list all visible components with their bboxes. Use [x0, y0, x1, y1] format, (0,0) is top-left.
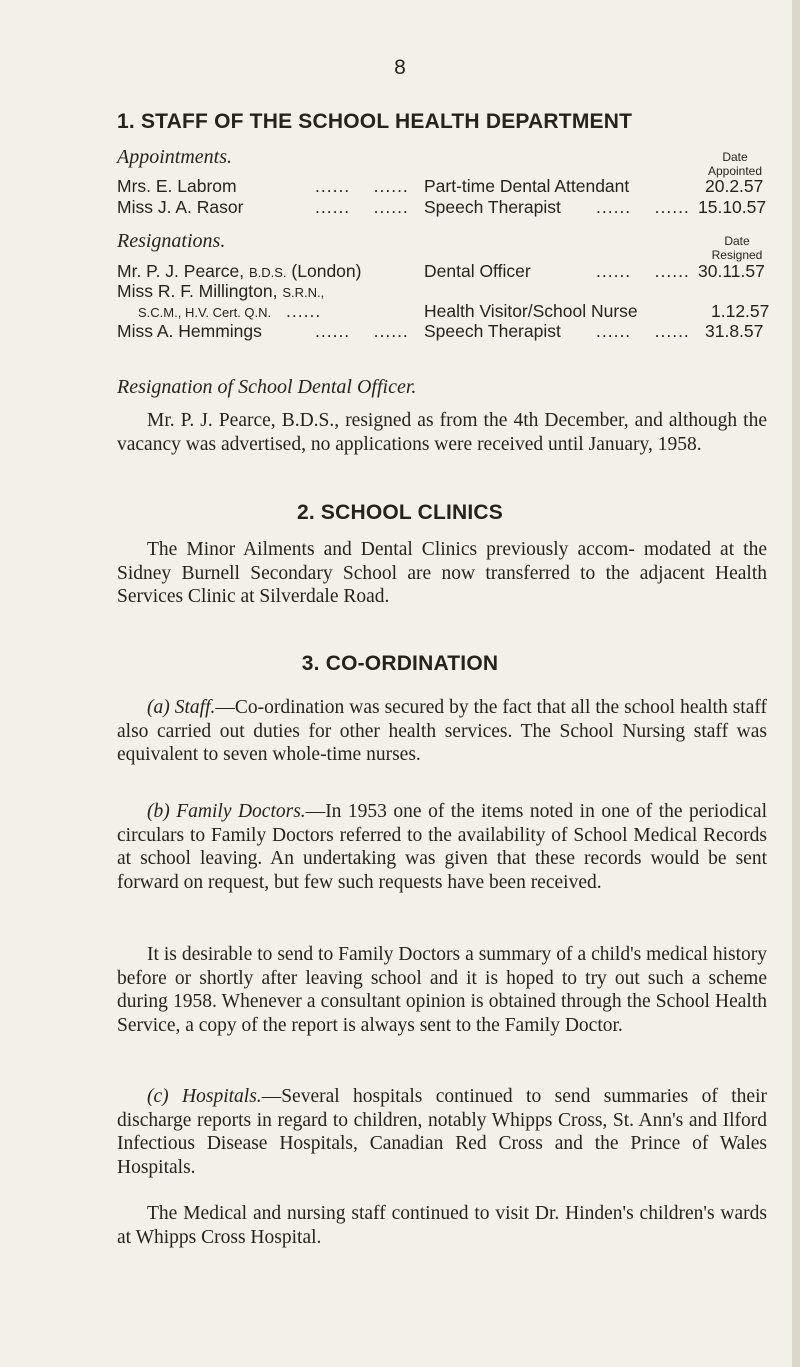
resignation-qualifications-line — [138, 301, 321, 322]
section-2-heading: 2. SCHOOL CLINICS — [296, 501, 504, 524]
item-a-label: (a) — [147, 697, 170, 718]
appointment-name: Mrs. E. Labrom — [117, 176, 237, 196]
section-1-heading: 1. STAFF OF THE SCHOOL HEALTH DEPARTMENT — [117, 110, 633, 133]
resignation-quals: S.R.N., — [282, 285, 325, 300]
appointed-column-header — [700, 150, 770, 178]
school-clinics-paragraph — [117, 538, 767, 609]
hospitals-paragraph-2 — [117, 1202, 767, 1249]
item-b-label: (b) — [147, 801, 170, 822]
item-c-label: (c) — [147, 1086, 169, 1107]
appointment-post: Part-time Dental Attendant — [424, 176, 630, 196]
family-doctors-text-2: It is desirable to send to Family Doctors a summary of a child's medical history before or shortly after leaving school and it is hoped to try out such a scheme during 1958. Whenever a consultant opinion is obtained through the School Health Service, a copy of the report is always sent to the Family Doctor. — [117, 944, 767, 1036]
resignation-quals-line2: S.C.M., H.V. Cert. Q.N. — [138, 305, 272, 320]
appointment-date: 15.10.57 — [698, 197, 767, 217]
leader-dots: ...... — [286, 301, 322, 321]
coordination-hospitals-paragraph — [117, 1085, 767, 1179]
resignation-date: 31.8.57 — [705, 321, 764, 341]
school-clinics-text: The Minor Ailments and Dental Clinics previously accom- modated at the Sidney Burnell Secondary School are now transferred to the adjacent Health Services Clinic at Silverdale Road. — [117, 539, 767, 607]
resignation-paragraph-text: Mr. P. J. Pearce, B.D.S., resigned as from the 4th December, and although the vacancy was advertised, no applications were received until January, 1958. — [117, 410, 767, 455]
item-a-text: —Co-ordination was secured by the fact that all the school health staff also carried out duties for other health services. The School Nursing staff was equivalent to seven whole-time nurses. — [117, 697, 768, 765]
appointment-date: 20.2.57 — [705, 176, 764, 196]
resignation-date: 1.12.57 — [711, 301, 770, 321]
resignation-post: Health Visitor/School Nurse — [424, 301, 638, 321]
resigned-column-header — [702, 234, 772, 262]
resignation-subheading: Resignation of School Dental Officer. — [117, 376, 417, 398]
resignation-name-text: Mr. P. J. Pearce, — [117, 261, 245, 281]
coordination-family-doctors-paragraph — [117, 800, 767, 894]
item-c-title: Hospitals. — [182, 1086, 262, 1107]
coordination-staff-paragraph — [117, 696, 767, 767]
resigned-col-line1: Date — [724, 234, 750, 248]
leader-dots: ...... ...... — [596, 321, 690, 341]
resignation-name — [117, 281, 324, 302]
resigned-col-line2: Resigned — [711, 248, 763, 262]
resignation-name-text: Miss R. F. Millington, — [117, 281, 278, 301]
resignations-label: Resignations. — [117, 230, 226, 252]
item-a-title: Staff. — [174, 697, 216, 718]
appointed-col-line1: Date — [722, 150, 748, 164]
resignation-post: Dental Officer — [424, 261, 531, 281]
appointments-label: Appointments. — [117, 146, 232, 168]
page-number: 8 — [394, 56, 406, 79]
page-edge — [792, 0, 800, 1367]
item-b-text: —In 1953 one of the items noted in one of the periodical circulars to Family Doctors referred to the availability of School Medical Records at school leaving. An undertaking was given that these records would be sent forward on request, but few such requests have been received. — [117, 801, 767, 893]
section-3-heading: 3. CO-ORDINATION — [301, 652, 499, 675]
item-b-title: Family Doctors. — [176, 801, 306, 822]
leader-dots: ...... ...... — [596, 197, 690, 217]
hospitals-text-2: The Medical and nursing staff continued to visit Dr. Hinden's children's wards at Whipps Cross Hospital. — [117, 1203, 767, 1248]
leader-dots: ...... ...... — [596, 261, 690, 281]
resignation-name-tail: (London) — [291, 261, 362, 281]
appointment-name: Miss J. A. Rasor — [117, 197, 244, 217]
leader-dots: ...... ...... — [315, 176, 409, 196]
resignation-name: Miss A. Hemmings — [117, 321, 262, 341]
appointment-post: Speech Therapist — [424, 197, 561, 217]
resignation-paragraph — [117, 409, 767, 456]
appointed-col-line2: Appointed — [707, 164, 763, 178]
leader-dots: ...... ...... — [315, 321, 409, 341]
leader-dots: ...... ...... — [315, 197, 409, 217]
item-c-text: —Several hospitals continued to send summaries of their discharge reports in regard to children, notably Whipps Cross, St. Ann's and Ilford Infectious Disease Hospitals, Canadian Red Cross and the Prince of Wales Hospitals. — [117, 1086, 767, 1178]
family-doctors-paragraph-2 — [117, 943, 767, 1037]
resignation-post: Speech Therapist — [424, 321, 561, 341]
resignation-quals: B.D.S. — [248, 265, 287, 280]
resignation-name — [117, 261, 361, 282]
resignation-date: 30.11.57 — [698, 261, 765, 281]
